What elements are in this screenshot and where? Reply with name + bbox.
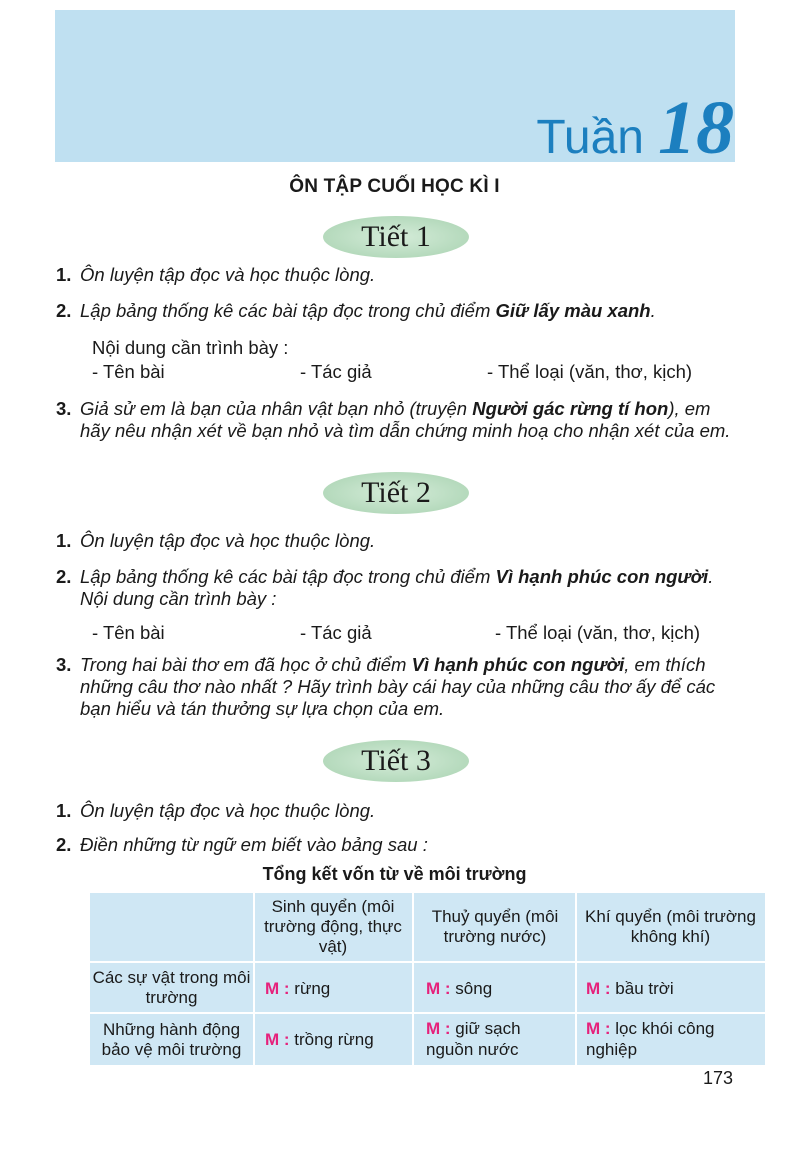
lesson-2-col-name: - Tên bài [92, 622, 165, 643]
table-cell: M : lọc khói công nghiệp [586, 1019, 715, 1059]
week-heading [536, 85, 734, 170]
lesson-1-content-intro: Nội dung cần trình bày : [92, 337, 289, 358]
table-header-biosphere: Sinh quyển (môi trường động, thực vật) [264, 897, 402, 956]
lesson-1-item-2: 2. Lập bảng thống kê các bài tập đọc trong chủ điểm Giữ lấy màu xanh. [56, 300, 656, 321]
lesson-2-badge: Tiết 2 [323, 472, 469, 514]
lesson-1-item-1: 1. Ôn luyện tập đọc và học thuộc lòng. [56, 264, 376, 285]
table-row-label-things: Các sự vật trong môi trường [92, 967, 251, 1007]
table-cell: M : rừng [265, 979, 331, 998]
lesson-3-item-1: 1. Ôn luyện tập đọc và học thuộc lòng. [56, 800, 376, 821]
lesson-2-col-genre: - Thể loại (văn, thơ, kịch) [495, 622, 701, 643]
page-title: ÔN TẬP CUỐI HỌC KÌ I [289, 176, 500, 197]
lesson-1-col-name: - Tên bài [92, 361, 165, 382]
lesson-3-badge: Tiết 3 [323, 740, 469, 782]
lesson-2-item-2: 2. Lập bảng thống kê các bài tập đọc trong chủ điểm Vì hạnh phúc con người. Nội dung cần trình bày : [56, 566, 714, 609]
vocab-table [90, 893, 765, 1065]
lesson-3-item-2: 2. Điền những từ ngữ em biết vào bảng sau : [56, 834, 428, 855]
lesson-1-col-author: - Tác giả [300, 361, 372, 382]
table-cell: M : trồng rừng [265, 1030, 374, 1049]
week-word: Tuần [536, 111, 644, 164]
table-row-label-actions: Những hành động bảo vệ môi trường [101, 1019, 242, 1059]
lesson-2-item-1: 1. Ôn luyện tập đọc và học thuộc lòng. [56, 530, 376, 551]
table-cell: M : bầu trời [586, 979, 674, 998]
lesson-1-col-genre: - Thể loại (văn, thơ, kịch) [487, 361, 693, 382]
lesson-2-item-3: 3. Trong hai bài thơ em đã học ở chủ điểm Vì hạnh phúc con người, em thích những câu thơ nào nhất ? Hãy trình bày cái hay của những câu thơ ấy để các bạn hiểu và tán thưởng sự lựa chọn của em. [56, 654, 716, 719]
lesson-2-col-author: - Tác giả [300, 622, 372, 643]
table-header-atmosphere: Khí quyển (môi trường không khí) [585, 907, 756, 946]
table-title: Tổng kết vốn từ về môi trường [262, 864, 527, 884]
table-divider [575, 893, 577, 1065]
lesson-1-badge: Tiết 1 [323, 216, 469, 258]
table-header-hydrosphere: Thuỷ quyển (môi trường nước) [431, 907, 559, 946]
week-number: 18 [658, 86, 734, 170]
table-cell: M : sông [426, 979, 493, 998]
table-cell: M : giữ sạch nguồn nước [426, 1019, 521, 1059]
page-number: 173 [702, 1068, 733, 1088]
lesson-1-item-3: 3. Giả sử em là bạn của nhân vật bạn nhỏ (truyện Người gác rừng tí hon), em hãy nêu nhận xét về bạn nhỏ và tìm dẫn chứng minh hoạ cho nhận xét của em. [56, 398, 731, 441]
